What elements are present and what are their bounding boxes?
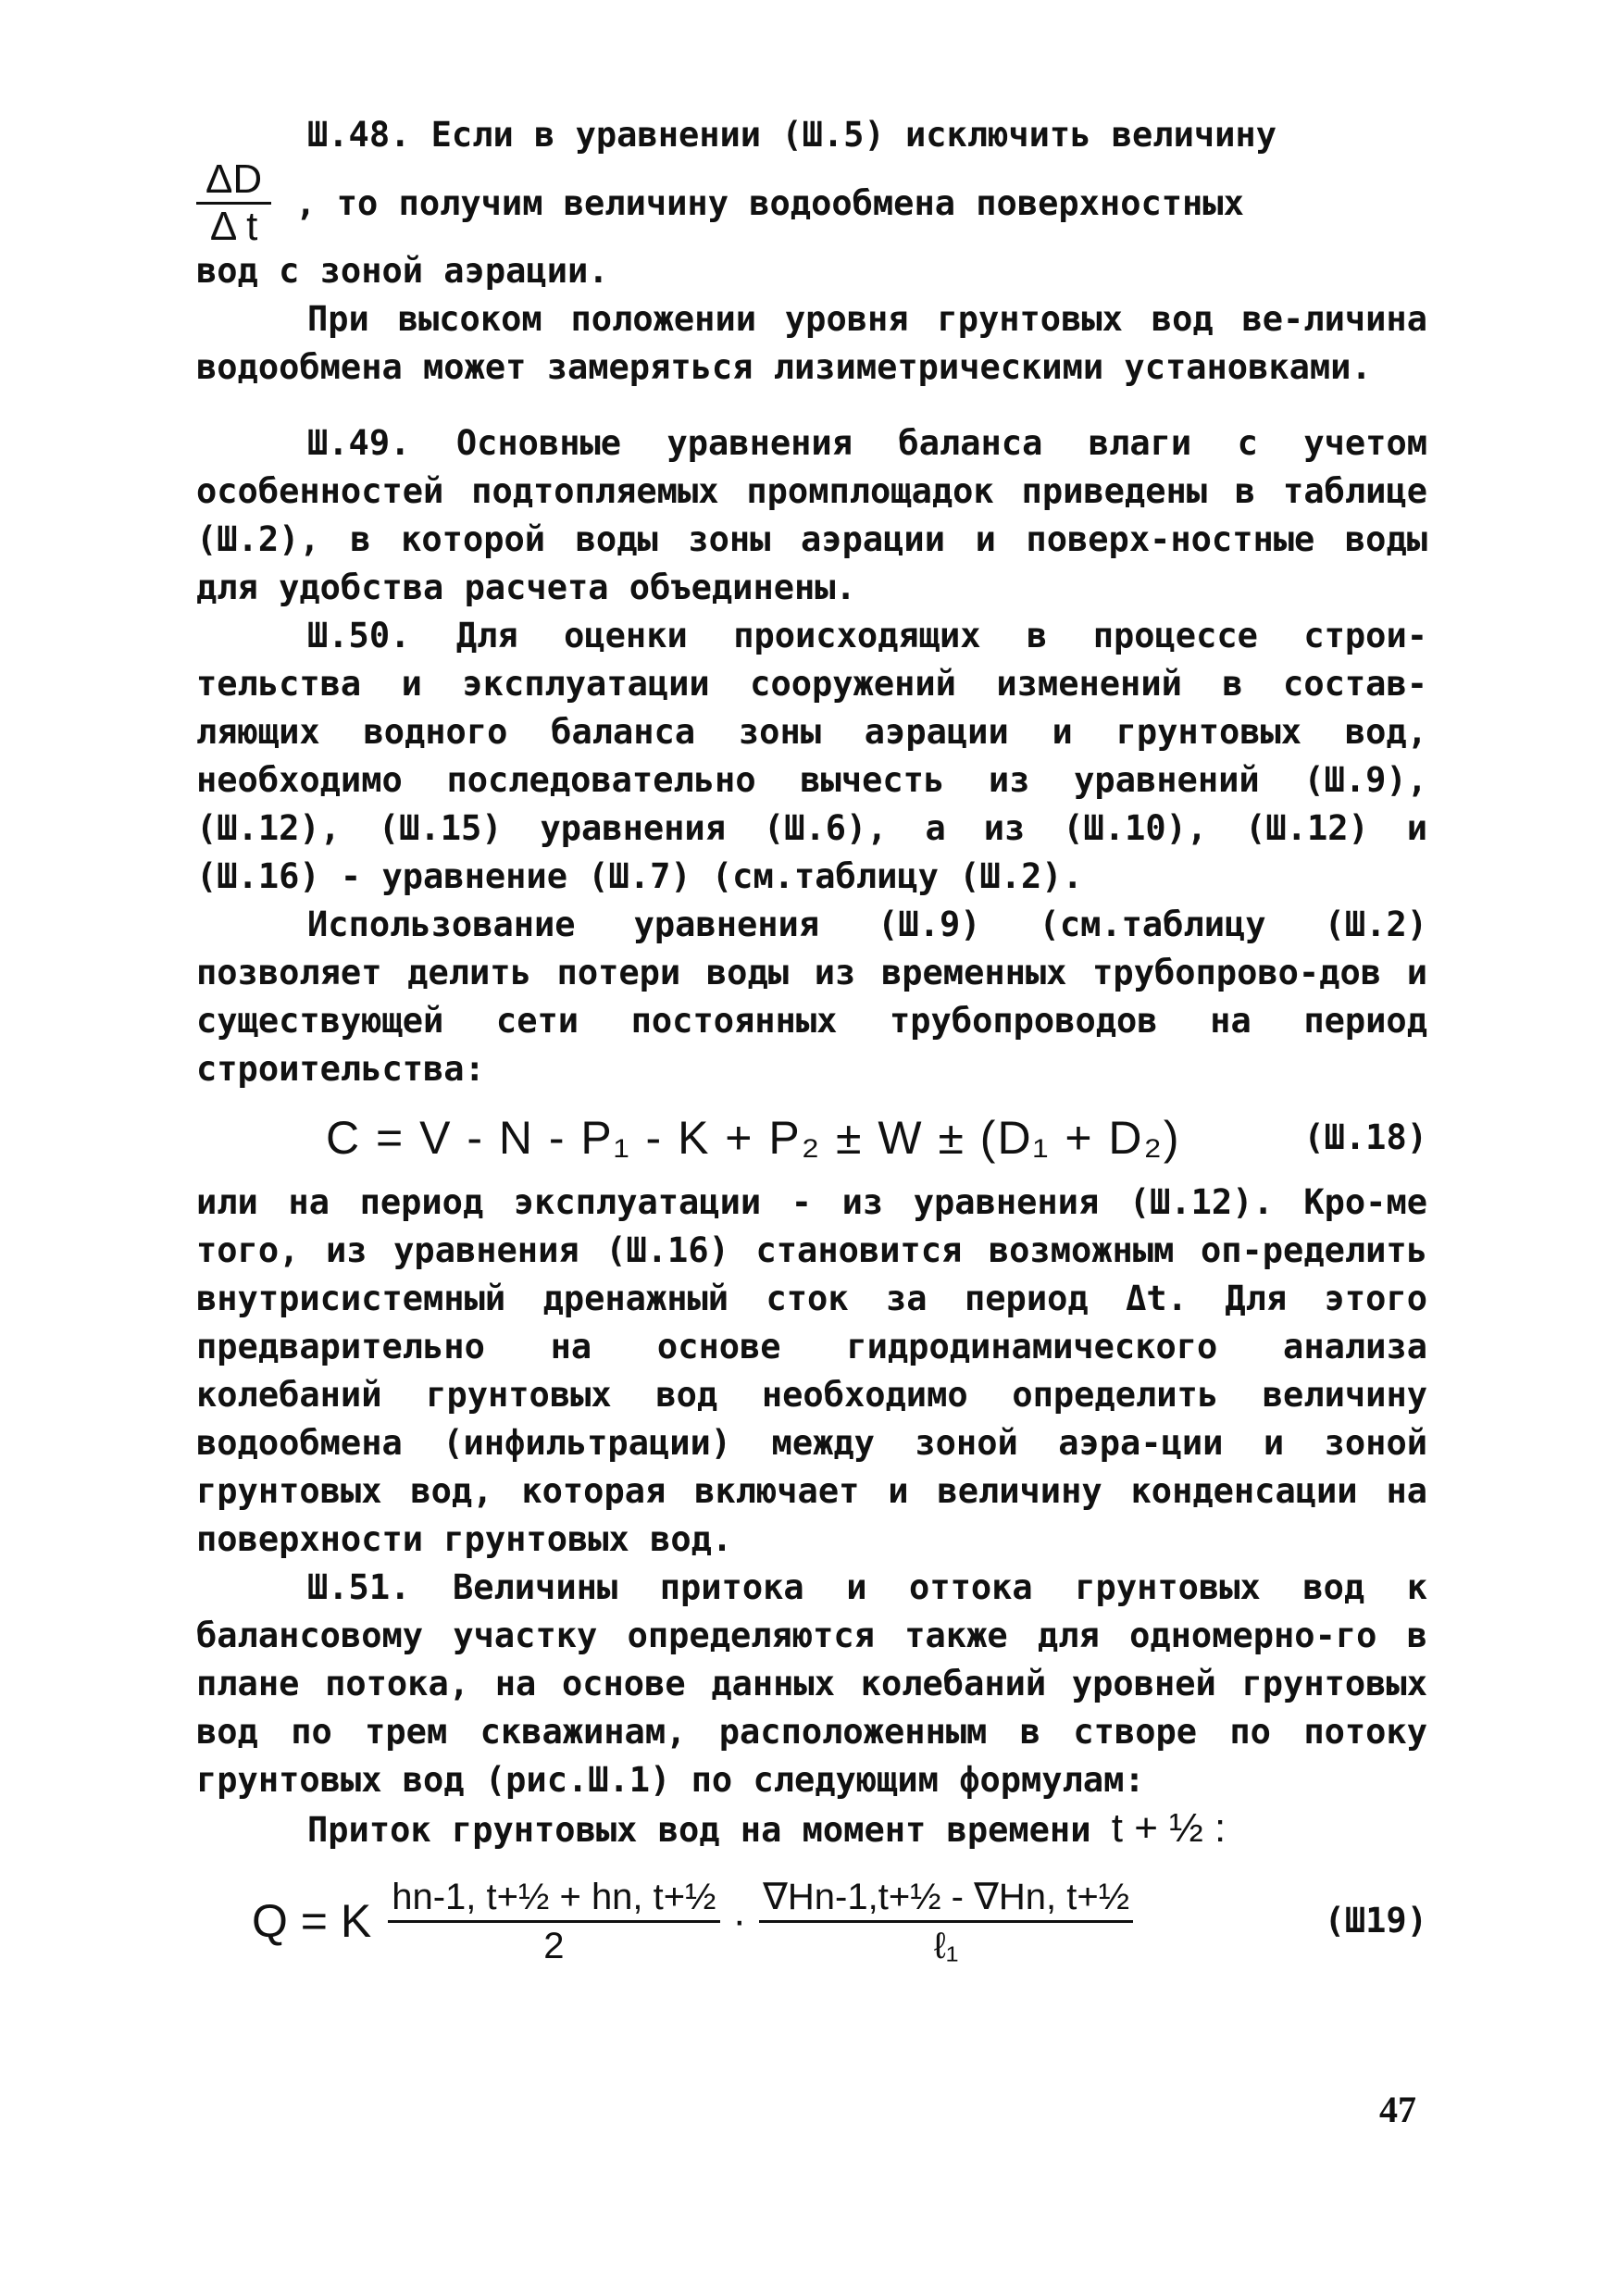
paragraph-48-line1: Ш.48. Если в уравнении (Ш.5) исключить величину [307,115,1277,155]
formula-19-denominator-2: ℓ₁ [933,1925,959,1966]
paragraph-51b-text: Приток грунтовых вод на момент времени [307,1810,1091,1850]
text-column [196,111,1427,1977]
spacer [196,392,1427,419]
formula-19-number: (Ш19) [1324,1901,1427,1940]
formula-19-numerator-1: hn-1, t+½ + hn, t+½ [388,1874,719,1923]
paragraph-48-after-fraction: , то получим величину водообмена поверхностных [295,182,1244,223]
formula-18 [196,1101,1427,1175]
paragraph-51: Ш.51. Величины притока и оттока грунтовых вод к балансовому участку определяются также для одномерно-го в плане потока, на основе данных колебаний уровней грунтовых вод по трем скважинам, расположенным в створе по потоку грунтовых вод (рис.Ш.1) по следующим формулам: [196,1567,1427,1800]
formula-19-fraction-2 [759,1874,1133,1969]
page-number: 47 [1379,2089,1416,2130]
formula-19-multiply: · [732,1898,747,1943]
formula-19-lead: Q = K [252,1895,372,1947]
paragraph-50c: или на период эксплуатации - из уравнения (Ш.12). Кро-ме того, из уравнения (Ш.16) становится возможным оп-ределить внутрисистемный дренажный сток за период Δt. Для этого предварительно на основе гидродинамического анализа колебаний грунтовых вод необходимо определить величину водообмена (инфильтрации) между зоной аэра-ции и зоной грунтовых вод, которая включает и величину конденсации на поверхности грунтовых вод. [196,1182,1427,1559]
formula-19-numerator-2: ∇Hn-1,t+½ - ∇Hn, t+½ [759,1874,1133,1923]
fraction-denominator: Δ t [209,204,258,249]
formula-19 [196,1866,1427,1977]
paragraph-48-tail: вод с зоной аэрации. [196,251,609,291]
formula-19-expression [196,1874,1133,1969]
paragraph-48-fraction-line [196,156,1427,249]
paragraph-50: Ш.50. Для оценки происходящих в процессе строи-тельства и эксплуатации сооружений изменений в состав-ляющих водного баланса зоны аэрации и грунтовых вод, необходимо последовательно вычесть из уравнений (Ш.9), (Ш.12), (Ш.15) уравнения (Ш.6), а из (Ш.10), (Ш.12) и (Ш.16) - уравнение (Ш.7) (см.таблицу (Ш.2). [196,616,1427,896]
time-half-symbol: t + ½ : [1111,1805,1227,1851]
fraction-numerator: ΔD [196,159,271,205]
paragraph-51b [196,1804,1427,1854]
formula-18-number: (Ш.18) [1303,1117,1427,1157]
delta-d-over-delta-t [196,156,271,249]
paragraph-49: Ш.49. Основные уравнения баланса влаги с учетом особенностей подтопляемых промплощадок приведены в таблице (Ш.2), в которой воды зоны аэрации и поверх-ностные воды для удобства расчета объединены. [196,423,1427,607]
paragraph-48b: При высоком положении уровня грунтовых вод ве-личина водообмена может замеряться лизиметрическими установками. [196,299,1427,387]
formula-18-expression: C = V - N - P₁ - K + P₂ ± W ± (D₁ + D₂) [326,1112,1181,1164]
formula-19-denominator-1: 2 [543,1925,565,1966]
formula-19-fraction-1 [388,1874,719,1969]
paragraph-50b: Использование уравнения (Ш.9) (см.таблицу (Ш.2) позволяет делить потери воды из временных трубопрово-дов и существующей сети постоянных трубопроводов на период строительства: [196,905,1427,1089]
